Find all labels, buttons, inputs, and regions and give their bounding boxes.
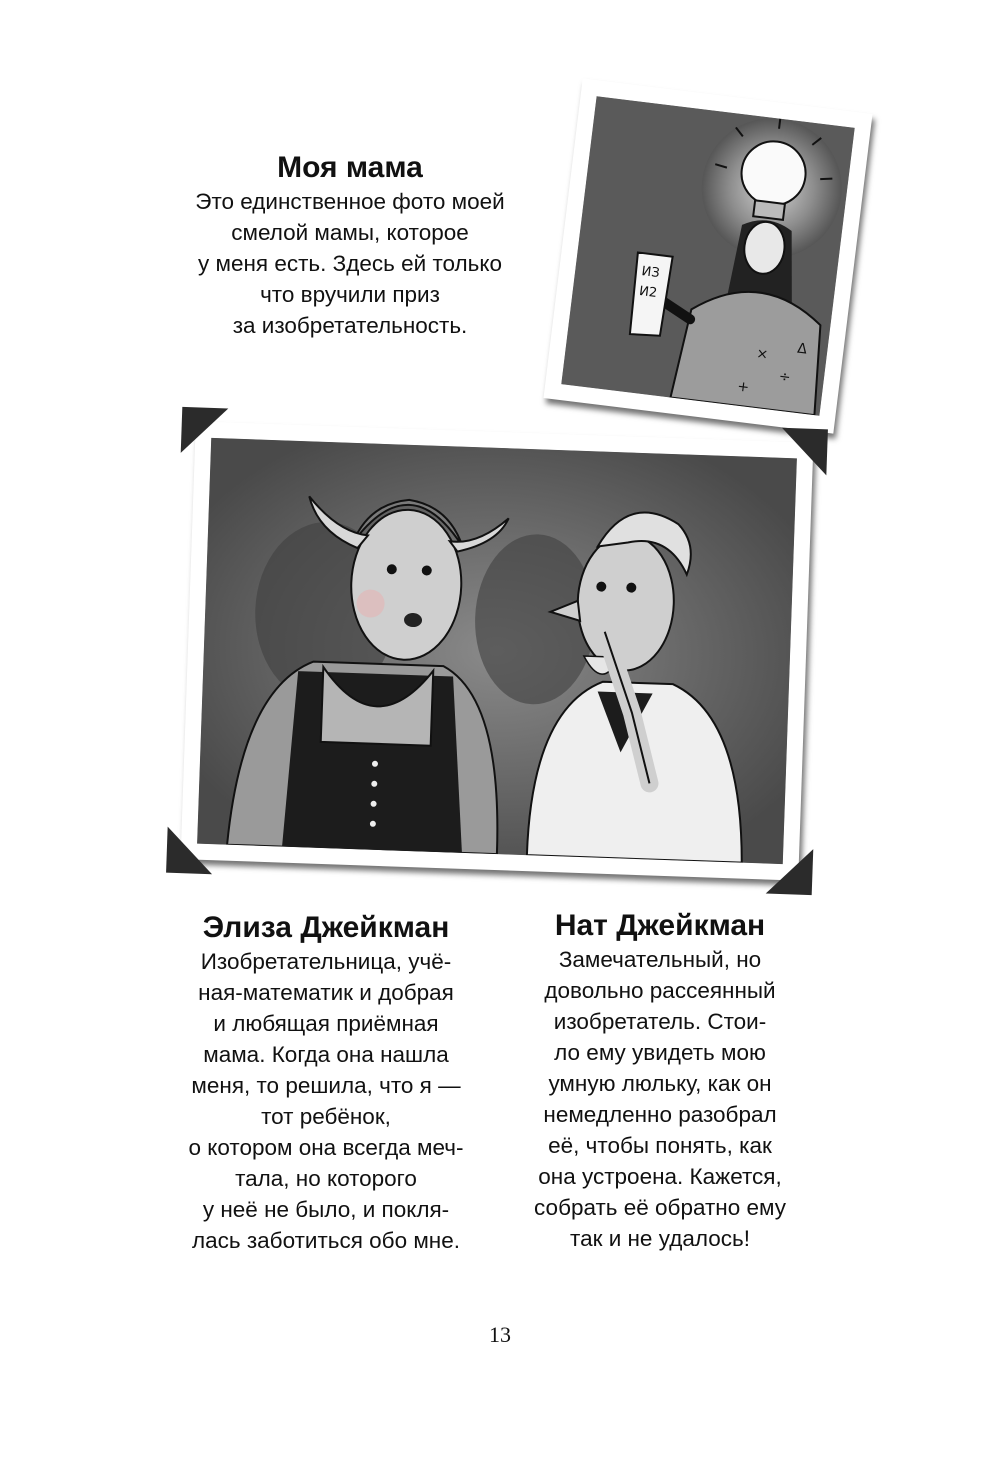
nat-caption-line: она устроена. Кажется, [538, 1164, 782, 1189]
family-photo [181, 421, 814, 880]
nat-caption-title: Нат Джейкман [554, 909, 766, 942]
eliza-caption-line: у неё не было, и покля- [202, 1197, 450, 1222]
photo-corner-mount [181, 407, 229, 455]
nat-caption-line: довольно рассеянный [544, 978, 776, 1003]
mom-caption [150, 150, 550, 341]
eliza-caption-line: меня, то решила, что я — [191, 1073, 461, 1098]
eliza-caption-line: Изобретательница, учё- [200, 949, 452, 974]
svg-text:+: + [736, 378, 750, 396]
nat-caption-line: Замечательный, но [558, 947, 762, 972]
svg-text:Δ: Δ [796, 340, 808, 358]
eliza-caption-line: ная-математик и добрая [198, 980, 454, 1005]
nat-caption-line: ло ему увидеть мою [554, 1040, 766, 1065]
nat-caption-line: собрать её обратно ему [534, 1195, 786, 1220]
eliza-caption-line: тала, но которого [235, 1166, 417, 1191]
mom-photo-image [561, 96, 854, 416]
eliza-caption [150, 910, 502, 1256]
photo-corner-mount [166, 827, 214, 875]
eliza-caption-line: и любящая приёмная [213, 1011, 439, 1036]
family-photo-image [197, 438, 797, 864]
nat-caption-line: так и не удалось! [570, 1226, 750, 1251]
nat-caption-line: её, чтобы понять, как [548, 1133, 772, 1158]
mom-caption-line: Это единственное фото моей [195, 189, 505, 214]
scroll-text: ИЗ [640, 264, 661, 282]
scroll-text: И2 [638, 283, 658, 302]
page-number: 13 [489, 1322, 511, 1347]
mom-caption-title: Моя мама [277, 151, 423, 184]
mom-illustration [561, 96, 854, 416]
nat-caption-line: изобретатель. Стои- [553, 1009, 767, 1034]
nat-caption-line: умную люльку, как он [548, 1071, 772, 1096]
eliza-caption-line: тот ребёнок, [261, 1104, 391, 1129]
mom-caption-line: за изобретательность. [232, 313, 468, 338]
mom-photo [543, 78, 872, 433]
eliza-caption-line: лась заботиться обо мне. [191, 1228, 460, 1253]
mom-caption-line: у меня есть. Здесь ей только [198, 251, 502, 276]
nat-caption-line: немедленно разобрал [543, 1102, 777, 1127]
eliza-caption-line: мама. Когда она нашла [203, 1042, 449, 1067]
family-illustration [197, 438, 797, 864]
eliza-caption-line: о котором она всегда меч- [188, 1135, 464, 1160]
photo-corner-mount [766, 848, 814, 896]
svg-text:×: × [755, 345, 770, 364]
nat-caption [495, 908, 825, 1254]
svg-text:÷: ÷ [777, 368, 792, 386]
mom-caption-line: что вручили приз [260, 282, 440, 307]
photo-corner-mount [780, 428, 828, 476]
eliza-caption-title: Элиза Джейкман [202, 911, 450, 944]
mom-caption-line: смелой мамы, которое [231, 220, 469, 245]
